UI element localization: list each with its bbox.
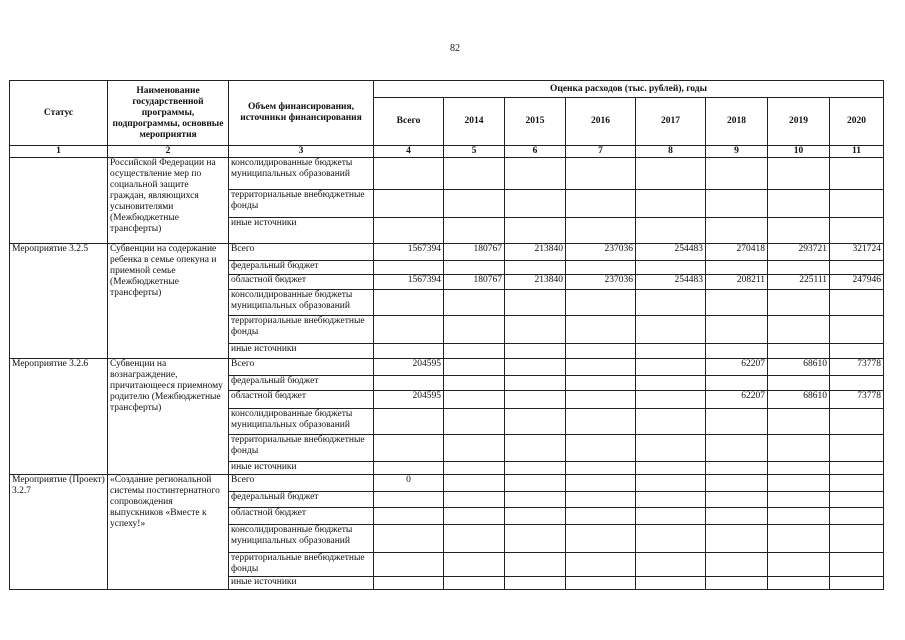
year-value-cell: 321724 bbox=[830, 244, 884, 261]
year-value-cell bbox=[444, 462, 505, 475]
year-value-cell: 180767 bbox=[444, 244, 505, 261]
year-value-cell bbox=[505, 359, 566, 376]
year-value-cell bbox=[566, 577, 636, 590]
year-value-cell bbox=[566, 376, 636, 391]
col-number: 3 bbox=[229, 146, 374, 158]
year-value-cell bbox=[505, 190, 566, 218]
year-value-cell: 237036 bbox=[566, 244, 636, 261]
year-value-cell bbox=[768, 158, 830, 190]
funding-source-cell: иные источники bbox=[229, 462, 374, 475]
year-value-cell bbox=[768, 577, 830, 590]
year-value-cell bbox=[505, 435, 566, 462]
funding-source-cell: федеральный бюджет bbox=[229, 376, 374, 391]
total-value-cell bbox=[374, 462, 444, 475]
funding-source-cell: иные источники bbox=[229, 218, 374, 244]
year-value-cell bbox=[636, 475, 706, 492]
year-value-cell: 213840 bbox=[505, 244, 566, 261]
header-year: 2019 bbox=[768, 98, 830, 146]
col-number: 1 bbox=[10, 146, 108, 158]
year-value-cell bbox=[768, 492, 830, 508]
status-cell: Мероприятие 3.2.5 bbox=[10, 244, 108, 359]
year-value-cell bbox=[706, 158, 768, 190]
year-value-cell bbox=[830, 376, 884, 391]
year-value-cell bbox=[636, 344, 706, 359]
header-total: Всего bbox=[374, 98, 444, 146]
total-value-cell bbox=[374, 508, 444, 525]
total-value-cell: 204595 bbox=[374, 359, 444, 376]
page-number: 82 bbox=[450, 43, 460, 54]
year-value-cell bbox=[444, 261, 505, 275]
year-value-cell bbox=[444, 492, 505, 508]
total-value-cell bbox=[374, 290, 444, 316]
year-value-cell: 68610 bbox=[768, 359, 830, 376]
year-value-cell bbox=[636, 218, 706, 244]
year-value-cell bbox=[505, 261, 566, 275]
year-value-cell: 73778 bbox=[830, 391, 884, 409]
year-value-cell bbox=[444, 508, 505, 525]
year-value-cell bbox=[566, 409, 636, 435]
year-value-cell bbox=[830, 492, 884, 508]
year-value-cell bbox=[706, 553, 768, 577]
year-value-cell: 254483 bbox=[636, 275, 706, 290]
funding-source-cell: консолидированные бюджеты муниципальных образований bbox=[229, 290, 374, 316]
year-value-cell: 180767 bbox=[444, 275, 505, 290]
year-value-cell bbox=[706, 462, 768, 475]
header-status: Статус bbox=[10, 81, 108, 146]
year-value-cell bbox=[830, 553, 884, 577]
year-value-cell bbox=[566, 261, 636, 275]
funding-source-cell: территориальные внебюджетные фонды bbox=[229, 316, 374, 344]
table-row bbox=[10, 158, 884, 190]
total-value-cell bbox=[374, 190, 444, 218]
funding-source-cell: Всего bbox=[229, 475, 374, 492]
col-number: 5 bbox=[444, 146, 505, 158]
col-number: 2 bbox=[108, 146, 229, 158]
total-value-cell bbox=[374, 218, 444, 244]
year-value-cell bbox=[830, 316, 884, 344]
table-row bbox=[10, 359, 884, 376]
year-value-cell bbox=[444, 409, 505, 435]
year-value-cell bbox=[636, 190, 706, 218]
funding-source-cell: областной бюджет bbox=[229, 275, 374, 290]
year-value-cell bbox=[636, 409, 706, 435]
header-year: 2015 bbox=[505, 98, 566, 146]
year-value-cell bbox=[566, 462, 636, 475]
year-value-cell bbox=[636, 316, 706, 344]
funding-source-cell: федеральный бюджет bbox=[229, 492, 374, 508]
table-body bbox=[10, 158, 884, 590]
funding-source-cell: консолидированные бюджеты муниципальных образований bbox=[229, 158, 374, 190]
year-value-cell bbox=[566, 525, 636, 553]
year-value-cell: 73778 bbox=[830, 359, 884, 376]
total-value-cell bbox=[374, 409, 444, 435]
year-value-cell bbox=[706, 475, 768, 492]
year-value-cell bbox=[444, 475, 505, 492]
year-value-cell bbox=[768, 190, 830, 218]
year-value-cell bbox=[768, 218, 830, 244]
year-value-cell bbox=[706, 435, 768, 462]
year-value-cell bbox=[505, 391, 566, 409]
year-value-cell bbox=[706, 190, 768, 218]
funding-source-cell: территориальные внебюджетные фонды bbox=[229, 190, 374, 218]
year-value-cell bbox=[768, 553, 830, 577]
year-value-cell bbox=[830, 218, 884, 244]
year-value-cell bbox=[830, 462, 884, 475]
year-value-cell bbox=[636, 508, 706, 525]
funding-source-cell: областной бюджет bbox=[229, 508, 374, 525]
year-value-cell bbox=[706, 577, 768, 590]
year-value-cell: 62207 bbox=[706, 359, 768, 376]
funding-source-cell: Всего bbox=[229, 244, 374, 261]
year-value-cell bbox=[768, 376, 830, 391]
header-year: 2016 bbox=[566, 98, 636, 146]
year-value-cell bbox=[830, 525, 884, 553]
year-value-cell: 213840 bbox=[505, 275, 566, 290]
year-value-cell bbox=[768, 316, 830, 344]
table-row bbox=[10, 475, 884, 492]
header-year: 2018 bbox=[706, 98, 768, 146]
year-value-cell bbox=[706, 376, 768, 391]
year-value-cell bbox=[706, 409, 768, 435]
year-value-cell bbox=[505, 218, 566, 244]
col-number: 11 bbox=[830, 146, 884, 158]
year-value-cell bbox=[636, 261, 706, 275]
year-value-cell bbox=[505, 525, 566, 553]
year-value-cell bbox=[444, 190, 505, 218]
year-value-cell bbox=[706, 290, 768, 316]
year-value-cell bbox=[444, 316, 505, 344]
year-value-cell bbox=[636, 158, 706, 190]
year-value-cell bbox=[636, 435, 706, 462]
year-value-cell bbox=[768, 409, 830, 435]
year-value-cell bbox=[566, 316, 636, 344]
col-number: 8 bbox=[636, 146, 706, 158]
year-value-cell bbox=[505, 344, 566, 359]
year-value-cell: 225111 bbox=[768, 275, 830, 290]
year-value-cell: 254483 bbox=[636, 244, 706, 261]
year-value-cell: 293721 bbox=[768, 244, 830, 261]
year-value-cell bbox=[505, 316, 566, 344]
year-value-cell bbox=[505, 508, 566, 525]
total-value-cell bbox=[374, 316, 444, 344]
funding-source-cell: Всего bbox=[229, 359, 374, 376]
year-value-cell bbox=[768, 261, 830, 275]
col-number: 7 bbox=[566, 146, 636, 158]
year-value-cell bbox=[636, 462, 706, 475]
year-value-cell bbox=[706, 525, 768, 553]
year-value-cell bbox=[830, 344, 884, 359]
total-value-cell: 1567394 bbox=[374, 244, 444, 261]
header-year: 2017 bbox=[636, 98, 706, 146]
year-value-cell bbox=[444, 577, 505, 590]
year-value-cell bbox=[566, 359, 636, 376]
year-value-cell bbox=[830, 190, 884, 218]
year-value-cell bbox=[706, 218, 768, 244]
year-value-cell bbox=[444, 391, 505, 409]
year-value-cell bbox=[566, 475, 636, 492]
year-value-cell bbox=[768, 508, 830, 525]
year-value-cell bbox=[444, 359, 505, 376]
year-value-cell bbox=[768, 290, 830, 316]
program-name-cell: Субвенции на вознаграждение, причитающееся приемному родителю (Межбюджетные трансферты) bbox=[108, 359, 229, 475]
year-value-cell bbox=[444, 525, 505, 553]
year-value-cell: 270418 bbox=[706, 244, 768, 261]
year-value-cell bbox=[636, 492, 706, 508]
header-year: 2020 bbox=[830, 98, 884, 146]
header-year: 2014 bbox=[444, 98, 505, 146]
total-value-cell bbox=[374, 577, 444, 590]
year-value-cell: 68610 bbox=[768, 391, 830, 409]
year-value-cell bbox=[566, 290, 636, 316]
status-cell: Мероприятие 3.2.6 bbox=[10, 359, 108, 475]
program-name-cell: «Создание региональной системы постинтернатного сопровождения выпускников «Вместе к успеху!» bbox=[108, 475, 229, 590]
status-cell bbox=[10, 158, 108, 244]
year-value-cell bbox=[768, 462, 830, 475]
col-number: 9 bbox=[706, 146, 768, 158]
funding-source-cell: территориальные внебюджетные фонды bbox=[229, 553, 374, 577]
total-value-cell bbox=[374, 344, 444, 359]
year-value-cell: 247946 bbox=[830, 275, 884, 290]
year-value-cell bbox=[566, 435, 636, 462]
year-value-cell bbox=[830, 261, 884, 275]
year-value-cell bbox=[830, 158, 884, 190]
funding-source-cell: консолидированные бюджеты муниципальных образований bbox=[229, 409, 374, 435]
funding-source-cell: консолидированные бюджеты муниципальных образований bbox=[229, 525, 374, 553]
year-value-cell bbox=[505, 462, 566, 475]
status-cell: Мероприятие (Проект) 3.2.7 bbox=[10, 475, 108, 590]
total-value-cell bbox=[374, 435, 444, 462]
year-value-cell: 237036 bbox=[566, 275, 636, 290]
year-value-cell bbox=[706, 344, 768, 359]
program-name-cell: Субвенции на содержание ребенка в семье опекуна и приемной семье (Межбюджетные трансферты) bbox=[108, 244, 229, 359]
year-value-cell bbox=[505, 376, 566, 391]
total-value-cell: 204595 bbox=[374, 391, 444, 409]
year-value-cell bbox=[444, 344, 505, 359]
year-value-cell bbox=[444, 553, 505, 577]
total-value-cell bbox=[374, 158, 444, 190]
col-number: 6 bbox=[505, 146, 566, 158]
year-value-cell bbox=[706, 261, 768, 275]
year-value-cell bbox=[706, 316, 768, 344]
funding-source-cell: территориальные внебюджетные фонды bbox=[229, 435, 374, 462]
total-value-cell bbox=[374, 492, 444, 508]
year-value-cell bbox=[830, 435, 884, 462]
year-value-cell bbox=[505, 475, 566, 492]
total-value-cell bbox=[374, 553, 444, 577]
year-value-cell bbox=[636, 553, 706, 577]
year-value-cell bbox=[566, 508, 636, 525]
table-row bbox=[10, 244, 884, 261]
year-value-cell bbox=[768, 475, 830, 492]
funding-source-cell: иные источники bbox=[229, 344, 374, 359]
year-value-cell bbox=[636, 525, 706, 553]
year-value-cell bbox=[505, 577, 566, 590]
year-value-cell bbox=[706, 492, 768, 508]
year-value-cell: 208211 bbox=[706, 275, 768, 290]
year-value-cell bbox=[566, 492, 636, 508]
year-value-cell bbox=[505, 492, 566, 508]
year-value-cell bbox=[444, 435, 505, 462]
year-value-cell bbox=[444, 376, 505, 391]
year-value-cell bbox=[566, 158, 636, 190]
year-value-cell bbox=[566, 391, 636, 409]
funding-source-cell: федеральный бюджет bbox=[229, 261, 374, 275]
year-value-cell bbox=[768, 435, 830, 462]
total-value-cell bbox=[374, 261, 444, 275]
year-value-cell bbox=[566, 190, 636, 218]
year-value-cell bbox=[830, 577, 884, 590]
year-value-cell bbox=[830, 475, 884, 492]
year-value-cell bbox=[636, 359, 706, 376]
year-value-cell bbox=[768, 525, 830, 553]
year-value-cell bbox=[566, 218, 636, 244]
header-volume: Объем финансирования, источники финансирования bbox=[229, 81, 374, 146]
year-value-cell bbox=[505, 553, 566, 577]
header-estimate: Оценка расходов (тыс. рублей), годы bbox=[374, 81, 884, 98]
year-value-cell bbox=[636, 376, 706, 391]
program-name-cell: Российской Федерации на осуществление мер по социальной защите граждан, являющихся усыновителями (Межбюджетные трансферты) bbox=[108, 158, 229, 244]
col-number: 4 bbox=[374, 146, 444, 158]
total-value-cell: 1567394 bbox=[374, 275, 444, 290]
funding-source-cell: иные источники bbox=[229, 577, 374, 590]
year-value-cell bbox=[444, 290, 505, 316]
year-value-cell bbox=[505, 409, 566, 435]
year-value-cell bbox=[636, 290, 706, 316]
year-value-cell bbox=[768, 344, 830, 359]
funding-source-cell: областной бюджет bbox=[229, 391, 374, 409]
header-name: Наименование государственной программы, подпрограммы, основные мероприятия bbox=[108, 81, 229, 146]
year-value-cell bbox=[636, 577, 706, 590]
year-value-cell: 62207 bbox=[706, 391, 768, 409]
year-value-cell bbox=[444, 218, 505, 244]
year-value-cell bbox=[830, 409, 884, 435]
total-value-cell bbox=[374, 525, 444, 553]
year-value-cell bbox=[830, 290, 884, 316]
year-value-cell bbox=[566, 344, 636, 359]
year-value-cell bbox=[444, 158, 505, 190]
year-value-cell bbox=[636, 391, 706, 409]
total-value-cell bbox=[374, 376, 444, 391]
year-value-cell bbox=[505, 158, 566, 190]
budget-table bbox=[9, 80, 884, 590]
year-value-cell bbox=[830, 508, 884, 525]
year-value-cell bbox=[505, 290, 566, 316]
col-number: 10 bbox=[768, 146, 830, 158]
total-value-cell: 0 bbox=[374, 475, 444, 492]
year-value-cell bbox=[706, 508, 768, 525]
year-value-cell bbox=[566, 553, 636, 577]
